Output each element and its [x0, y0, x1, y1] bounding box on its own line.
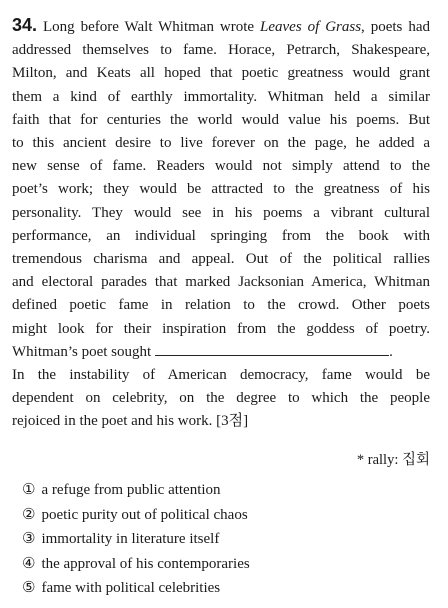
choice-text: fame with political celebrities [41, 580, 221, 597]
passage-line: them a kind of earthly immortality. Whitman held a similar [12, 88, 430, 105]
answer-choices [22, 478, 250, 601]
passage-last-line: rejoiced in the poet and his work. [3점] [12, 413, 249, 430]
passage-line: dependent on celebrity, on the degree to which the people [12, 390, 430, 407]
passage-line-1 [12, 14, 430, 39]
answer-blank [155, 341, 389, 356]
passage-line: performance, an individual springing from the book with [12, 227, 430, 244]
passage-line: faith that for centuries the world would value his poems. But [12, 111, 430, 128]
passage-line: Milton, and Keats all hoped that poetic greatness would grant [12, 65, 430, 82]
blank-prefix: Whitman’s poet sought [12, 343, 152, 360]
blank-line [12, 341, 430, 364]
choice-3[interactable] [22, 527, 250, 552]
choice-5[interactable] [22, 576, 250, 601]
passage-line: poet’s work; they would be attracted to the greatness of his [12, 181, 430, 198]
choice-text: immortality in literature itself [41, 531, 220, 548]
choice-text: the approval of his contemporaries [41, 555, 250, 572]
passage-text: , poets had [361, 19, 430, 35]
passage-line: addressed themselves to fame. Horace, Petrarch, Shakespeare, [12, 42, 430, 59]
choice-1[interactable] [22, 478, 250, 503]
choice-marker: ① [22, 480, 36, 498]
choice-marker: ④ [22, 553, 36, 572]
passage [12, 14, 430, 434]
passage-line: might look for their inspiration from the goddess of poetry. [12, 320, 430, 337]
passage-text: Long before Walt Whitman wrote [42, 19, 260, 35]
book-title: Leaves of Grass [260, 19, 362, 35]
passage-line: In the instability of American democracy, fame would be [12, 367, 430, 384]
footnote: * rally: 집회 [356, 452, 430, 468]
choice-marker: ⑤ [22, 578, 36, 597]
choice-text: a refuge from public attention [41, 482, 221, 498]
passage-line: tremendous charisma and appeal. Out of the political rallies [12, 251, 430, 268]
choice-4[interactable] [22, 552, 250, 577]
passage-line: defined poetic fame in relation to the crowd. Other poets [12, 297, 430, 314]
choice-text: poetic purity out of political chaos [41, 506, 248, 523]
choice-marker: ③ [22, 529, 36, 548]
passage-line: and electoral parades that marked Jacksonian America, Whitman [12, 274, 430, 291]
passage-line: to this ancient desire to live forever on the page, he added a [12, 135, 430, 152]
passage-line: personality. They would see in his poems a vibrant cultural [12, 204, 430, 221]
question-number: 34. [12, 15, 38, 35]
passage-line: new sense of fame. Readers would not simply attend to the [12, 158, 430, 175]
choice-2[interactable] [22, 503, 250, 528]
choice-marker: ② [22, 504, 36, 523]
blank-suffix: . [389, 343, 393, 360]
